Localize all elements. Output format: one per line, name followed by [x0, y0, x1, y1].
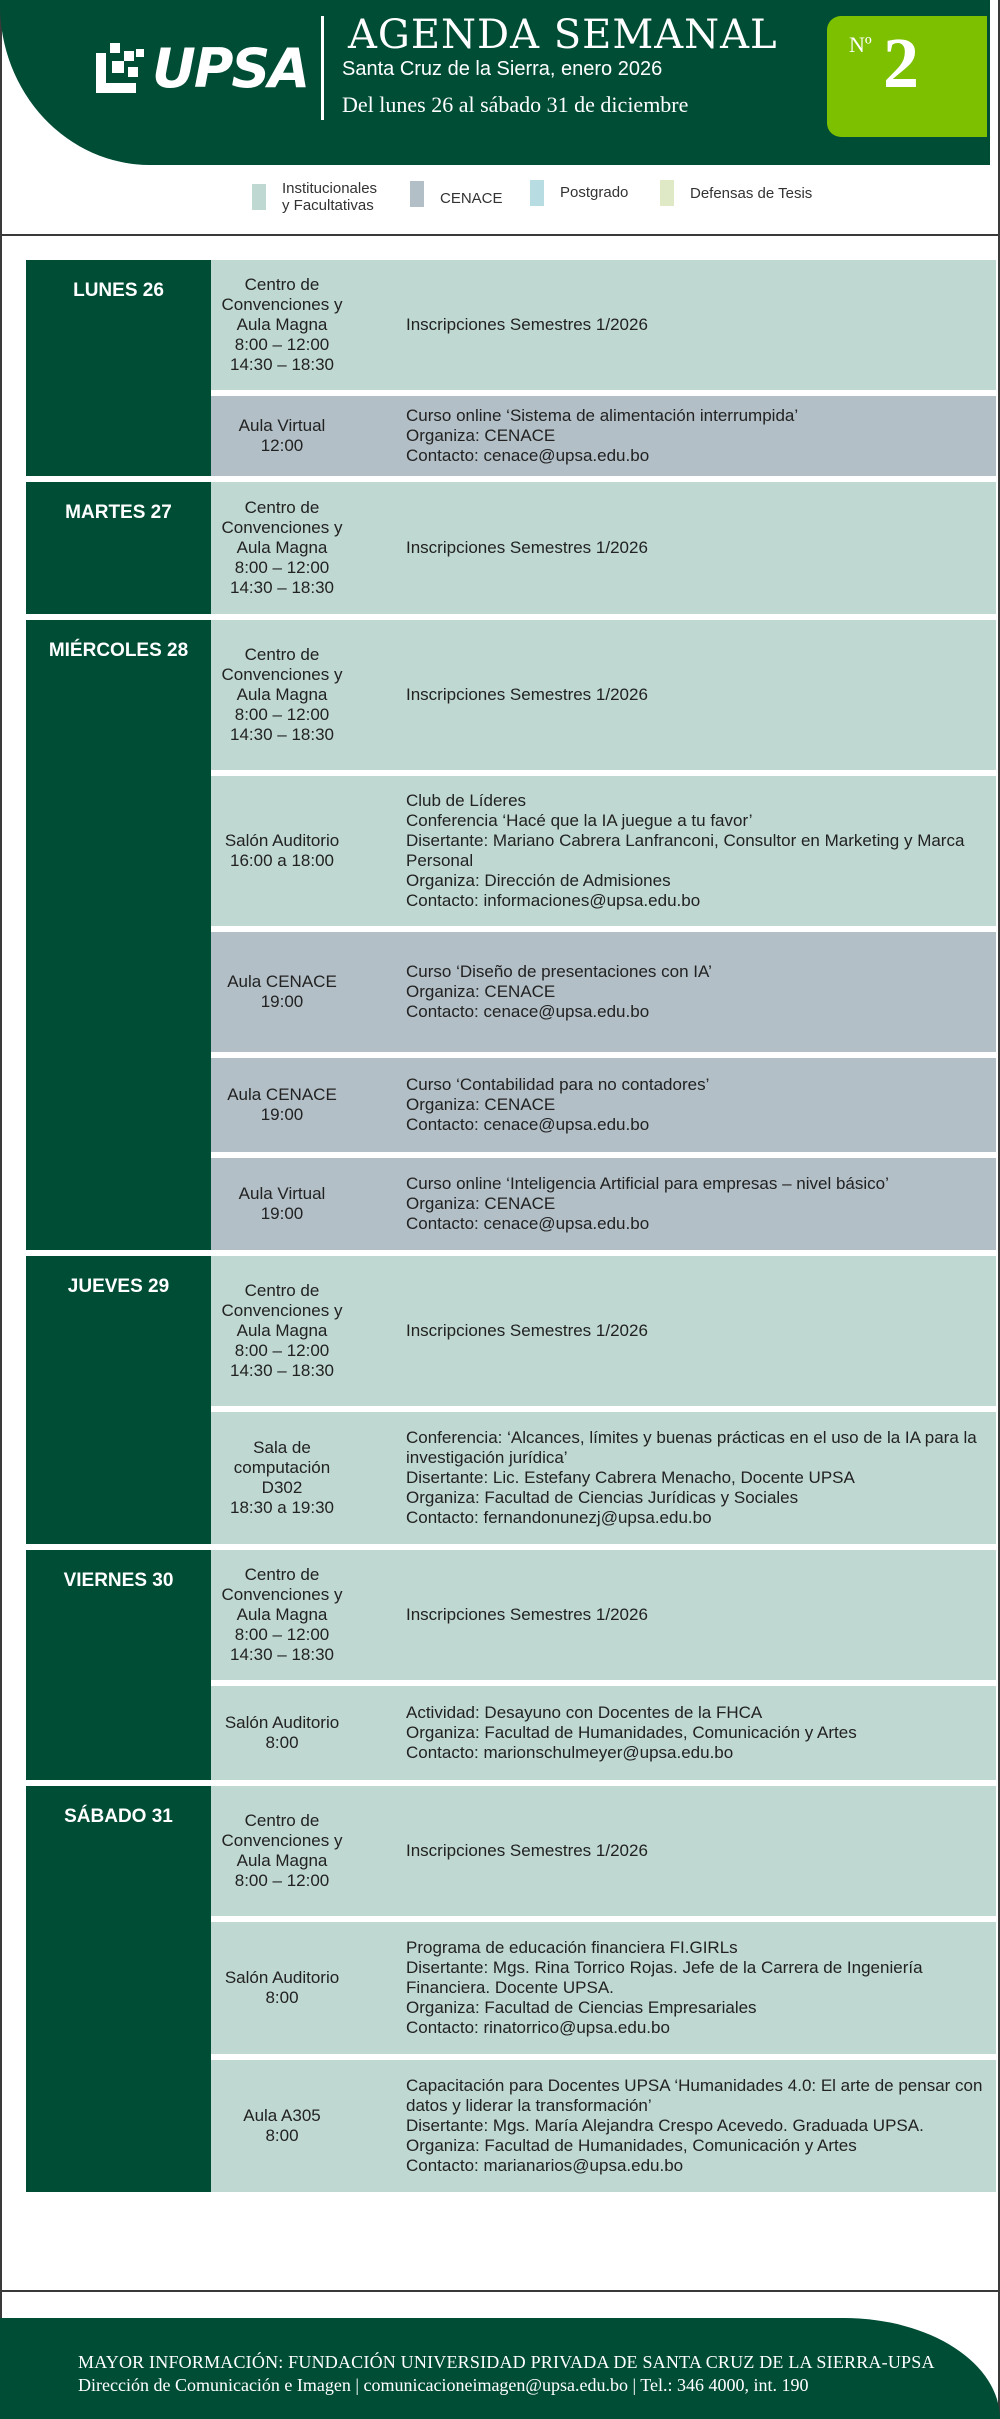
event-description: [353, 1075, 996, 1135]
event-line: Club de Líderes: [406, 791, 527, 810]
event-line: Curso online ‘Sistema de alimentación interrumpida’: [406, 406, 799, 425]
event-row: [211, 2060, 996, 2192]
event-description: [353, 1703, 996, 1763]
legend-swatch: [530, 180, 544, 206]
event-line: Contacto: cenace@upsa.edu.bo: [406, 1002, 650, 1021]
event-row: [211, 776, 996, 926]
event-place-time: Salón Auditorio 8:00: [224, 1713, 340, 1752]
event-description: [353, 1174, 996, 1234]
day-label: SÁBADO 31: [26, 1786, 211, 2192]
event-row: [211, 1158, 996, 1250]
event-line: Conferencia ‘Hacé que la IA juegue a tu favor’: [406, 811, 753, 830]
event-line: Organiza: CENACE: [406, 426, 556, 445]
event-description: [353, 2076, 996, 2176]
day-label: MARTES 27: [26, 482, 211, 614]
event-row: [211, 396, 996, 476]
event-line: Curso ‘Contabilidad para no contadores’: [406, 1075, 710, 1094]
event-place-time: Centro de Convenciones y Aula Magna 8:00 – 12:00 14:30 – 18:30: [221, 1565, 343, 1664]
logo-wordmark: UPSA: [152, 36, 309, 100]
event-description: [353, 685, 996, 705]
day-label: LUNES 26: [26, 260, 211, 476]
day-label: MIÉRCOLES 28: [26, 620, 211, 1250]
event-line: Organiza: Facultad de Ciencias Empresariales: [406, 1998, 757, 2017]
legend-label: Postgrado: [560, 183, 629, 201]
day-block-sabado: [26, 1786, 996, 2192]
legend-item-defensas: [660, 180, 812, 206]
event-description: [353, 791, 996, 911]
event-description: [353, 1938, 996, 2038]
event-description: [353, 1605, 996, 1625]
header-divider: [321, 16, 324, 120]
event-place-time: Aula CENACE 19:00: [227, 1085, 337, 1124]
event-row: [211, 260, 996, 390]
event-description: [353, 315, 996, 335]
event-row: [211, 1786, 996, 1916]
event-line: Disertante: Lic. Estefany Cabrera Menacho, Docente UPSA: [406, 1468, 855, 1487]
day-label: VIERNES 30: [26, 1550, 211, 1780]
event-line: Inscripciones Semestres 1/2026: [406, 315, 648, 334]
date-range: Del lunes 26 al sábado 31 de diciembre: [342, 92, 689, 117]
divider-rule: [0, 234, 1000, 236]
event-place-time: Centro de Convenciones y Aula Magna 8:00 – 12:00 14:30 – 18:30: [221, 498, 343, 597]
legend-label: Defensas de Tesis: [690, 184, 813, 202]
event-row: [211, 1550, 996, 1680]
event-line: Contacto: cenace@upsa.edu.bo: [406, 1115, 650, 1134]
day-block-lunes: [26, 260, 996, 476]
event-place-time: Salón Auditorio 16:00 a 18:00: [224, 831, 340, 870]
event-description: [353, 538, 996, 558]
day-label: JUEVES 29: [26, 1256, 211, 1544]
event-description: [353, 406, 996, 466]
event-place-time: Centro de Convenciones y Aula Magna 8:00 – 12:00 14:30 – 18:30: [221, 275, 343, 374]
event-row: [211, 1686, 996, 1780]
event-place-time: Salón Auditorio 8:00: [224, 1968, 340, 2007]
event-line: Curso online ‘Inteligencia Artificial para empresas – nivel básico’: [406, 1174, 889, 1193]
event-row: [211, 1256, 996, 1406]
legend-swatch: [252, 184, 266, 210]
page-title: AGENDA SEMANAL: [348, 12, 778, 58]
day-events: [211, 1786, 996, 2192]
issue-badge: [827, 16, 987, 137]
day-block-miercoles: [26, 620, 996, 1250]
event-line: Inscripciones Semestres 1/2026: [406, 1605, 648, 1624]
event-line: Contacto: fernandonunezj@upsa.edu.bo: [406, 1508, 712, 1527]
event-line: Programa de educación financiera FI.GIRLs: [406, 1938, 738, 1957]
event-line: Disertante: Mariano Cabrera Lanfranconi, Consultor en Marketing y Marca Personal: [406, 831, 965, 870]
event-line: Inscripciones Semestres 1/2026: [406, 1321, 648, 1340]
event-line: Contacto: marianarios@upsa.edu.bo: [406, 2156, 684, 2175]
event-line: Organiza: Facultad de Humanidades, Comunicación y Artes: [406, 2136, 857, 2155]
day-events: [211, 260, 996, 476]
legend-label: Institucionales y Facultativas: [282, 180, 378, 214]
day-block-viernes: [26, 1550, 996, 1780]
page-subtitle: Santa Cruz de la Sierra, enero 2026: [342, 58, 663, 80]
legend-swatch: [410, 181, 424, 207]
event-line: Disertante: Mgs. Rina Torrico Rojas. Jefe de la Carrera de Ingeniería Financiera. Docente UPSA.: [406, 1958, 923, 1997]
event-place-time: Aula CENACE 19:00: [227, 972, 337, 1011]
event-line: Inscripciones Semestres 1/2026: [406, 538, 648, 557]
event-row: [211, 482, 996, 614]
event-line: Contacto: marionschulmeyer@upsa.edu.bo: [406, 1743, 734, 1762]
event-line: Organiza: CENACE: [406, 1194, 556, 1213]
footer-contact: Dirección de Comunicación e Imagen | comunicacioneimagen@upsa.edu.bo | Tel.: 346 4000, int. 190: [78, 2375, 809, 2395]
agenda-schedule: [26, 260, 996, 2198]
event-line: Organiza: CENACE: [406, 982, 556, 1001]
event-place-time: Aula Virtual 12:00: [238, 416, 326, 455]
event-line: Inscripciones Semestres 1/2026: [406, 685, 648, 704]
event-row: [211, 1922, 996, 2054]
upsa-logo: [96, 36, 308, 100]
day-events: [211, 1256, 996, 1544]
issue-number-prefix: Nº: [849, 32, 872, 57]
issue-number: 2: [883, 23, 919, 103]
event-line: Conferencia: ‘Alcances, límites y buenas prácticas en el uso de la IA para la investigación jurídica’: [406, 1428, 977, 1467]
event-row: [211, 620, 996, 770]
event-description: [353, 1841, 996, 1861]
day-events: [211, 1550, 996, 1780]
logo-emblem-icon: [96, 43, 146, 93]
event-place-time: Centro de Convenciones y Aula Magna 8:00 – 12:00 14:30 – 18:30: [221, 645, 343, 744]
event-description: [353, 1428, 996, 1528]
event-place-time: Aula A305 8:00: [243, 2106, 321, 2145]
event-line: Contacto: cenace@upsa.edu.bo: [406, 446, 650, 465]
event-line: Organiza: Facultad de Ciencias Jurídicas y Sociales: [406, 1488, 799, 1507]
footer-info: MAYOR INFORMACIÓN: FUNDACIÓN UNIVERSIDAD PRIVADA DE SANTA CRUZ DE LA SIERRA-UPSA: [78, 2352, 935, 2372]
legend-swatch: [660, 180, 674, 206]
event-line: Organiza: CENACE: [406, 1095, 556, 1114]
event-description: [353, 962, 996, 1022]
event-place-time: Centro de Convenciones y Aula Magna 8:00 – 12:00 14:30 – 18:30: [221, 1281, 343, 1380]
legend-label: CENACE: [440, 190, 503, 207]
event-line: Organiza: Dirección de Admisiones: [406, 871, 671, 890]
event-row: [211, 1412, 996, 1544]
event-place-time: Sala de computación D302 18:30 a 19:30: [230, 1438, 334, 1517]
event-place-time: Centro de Convenciones y Aula Magna 8:00 – 12:00: [221, 1811, 343, 1890]
event-line: Contacto: rinatorrico@upsa.edu.bo: [406, 2018, 670, 2037]
footer-banner: [0, 2318, 1000, 2419]
event-line: Capacitación para Docentes UPSA ‘Humanidades 4.0: El arte de pensar con datos y liderar la transformación’: [406, 2076, 983, 2115]
day-block-jueves: [26, 1256, 996, 1544]
event-line: Inscripciones Semestres 1/2026: [406, 1841, 648, 1860]
day-events: [211, 482, 996, 614]
event-line: Curso ‘Diseño de presentaciones con IA’: [406, 962, 712, 981]
event-line: Disertante: Mgs. María Alejandra Crespo Acevedo. Graduada UPSA.: [406, 2116, 924, 2135]
divider-rule: [0, 2290, 1000, 2292]
legend: [0, 168, 1000, 236]
event-row: [211, 1058, 996, 1152]
legend-item-institucionales: [252, 180, 377, 214]
legend-item-cenace: [410, 180, 503, 207]
event-line: Organiza: Facultad de Humanidades, Comunicación y Artes: [406, 1723, 857, 1742]
event-line: Actividad: Desayuno con Docentes de la FHCA: [406, 1703, 763, 1722]
event-description: [353, 1321, 996, 1341]
legend-item-postgrado: [530, 180, 628, 206]
day-events: [211, 620, 996, 1250]
day-block-martes: [26, 482, 996, 614]
event-row: [211, 932, 996, 1052]
event-place-time: Aula Virtual 19:00: [238, 1184, 326, 1223]
event-line: Contacto: informaciones@upsa.edu.bo: [406, 891, 701, 910]
event-line: Contacto: cenace@upsa.edu.bo: [406, 1214, 650, 1233]
